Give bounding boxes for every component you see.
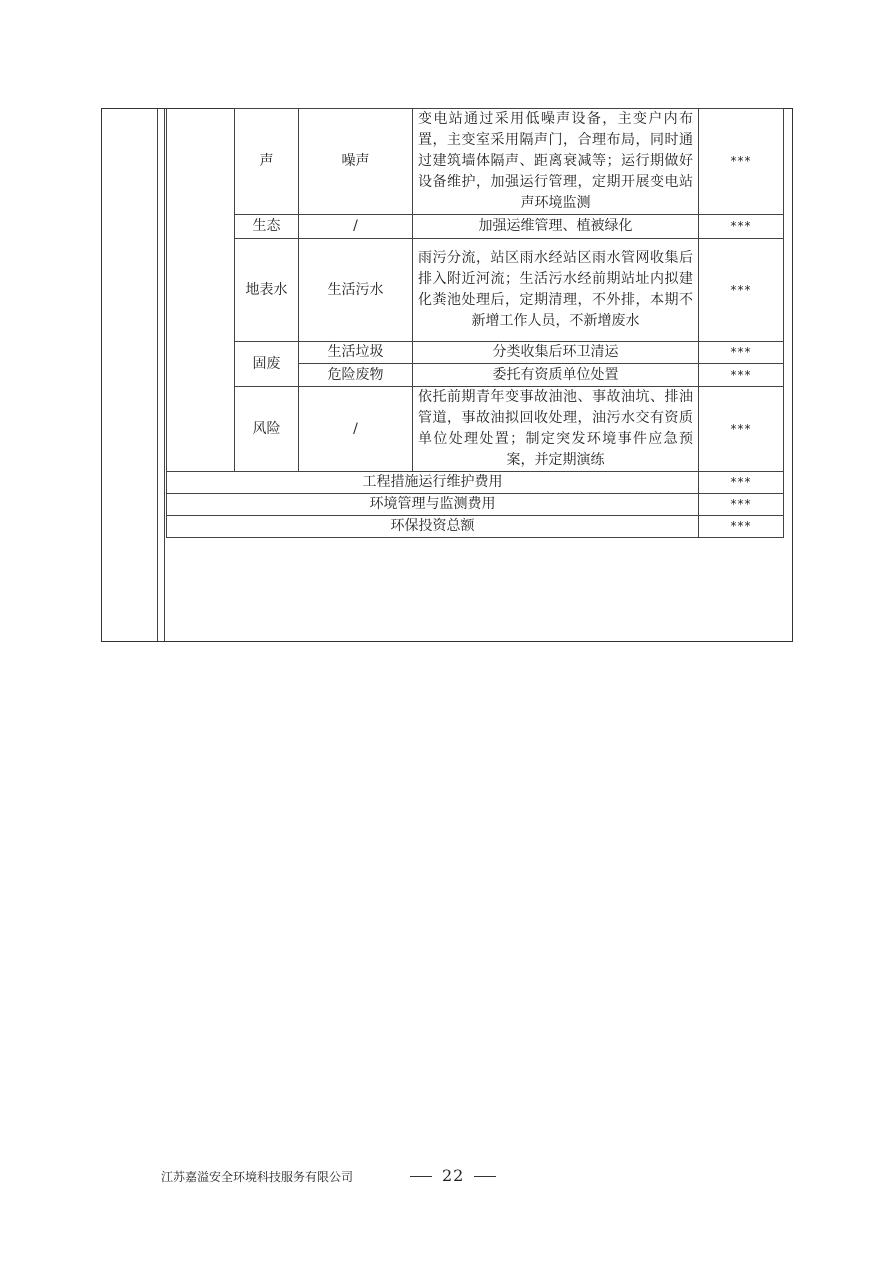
item-cell: 生活污水 <box>299 239 413 342</box>
measure-cell: 依托前期青年变事故油池、事故油坑、排油管道，事故油拟回收处理，油污水交有资质单位处理处置；制定突发环境事件应急预案，并定期演练 <box>413 387 699 472</box>
summary-label: 工程措施运行维护费用 <box>167 472 699 494</box>
cost-cell: *** <box>699 364 784 387</box>
summary-label: 环境管理与监测费用 <box>167 494 699 516</box>
category-cell: 地表水 <box>235 239 299 342</box>
footer-company: 江苏嘉溢安全环境科技服务有限公司 <box>161 1170 354 1184</box>
category-cell: 生态 <box>235 215 299 239</box>
category-cell: 固废 <box>235 342 299 387</box>
category-cell: 风险 <box>235 387 299 472</box>
measure-cell: 委托有资质单位处置 <box>413 364 699 387</box>
summary-row-monitoring <box>167 494 784 516</box>
table-row-ecology <box>167 215 784 239</box>
cost-cell: *** <box>699 215 784 239</box>
blank-cell <box>167 109 235 472</box>
table-row-surface-water <box>167 239 784 342</box>
cost-cell: *** <box>699 109 784 215</box>
environmental-investment-table <box>166 108 784 538</box>
cost-cell: *** <box>699 516 784 538</box>
cost-cell: *** <box>699 494 784 516</box>
category-cell: 声 <box>235 109 299 215</box>
cost-cell: *** <box>699 239 784 342</box>
summary-row-maintenance <box>167 472 784 494</box>
inner-column-divider <box>164 109 165 641</box>
cost-cell: *** <box>699 342 784 364</box>
measure-cell: 分类收集后环卫清运 <box>413 342 699 364</box>
page-number-text: 22 <box>442 1166 465 1185</box>
table-row-domestic-waste <box>167 342 784 364</box>
item-cell: / <box>299 215 413 239</box>
cost-cell: *** <box>699 387 784 472</box>
dash-right <box>474 1176 496 1177</box>
measure-cell: 雨污分流，站区雨水经站区雨水管网收集后排入附近河流；生活污水经前期站址内拟建化粪池处理后，定期清理，不外排，本期不新增工作人员，不新增废水 <box>413 239 699 342</box>
summary-row-total <box>167 516 784 538</box>
item-cell: 噪声 <box>299 109 413 215</box>
item-cell: 生活垃圾 <box>299 342 413 364</box>
cost-cell: *** <box>699 472 784 494</box>
item-cell: / <box>299 387 413 472</box>
measure-cell: 变电站通过采用低噪声设备，主变户内布置，主变室采用隔声门，合理布局，同时通过建筑墙体隔声、距离衰减等；运行期做好设备维护，加强运行管理，定期开展变电站声环境监测 <box>413 109 699 215</box>
table-row-noise <box>167 109 784 215</box>
item-cell: 危险废物 <box>299 364 413 387</box>
dash-left <box>410 1176 432 1177</box>
left-column-divider <box>157 109 158 641</box>
page-number <box>400 1166 506 1185</box>
table-row-risk <box>167 387 784 472</box>
measure-cell: 加强运维管理、植被绿化 <box>413 215 699 239</box>
summary-label: 环保投资总额 <box>167 516 699 538</box>
